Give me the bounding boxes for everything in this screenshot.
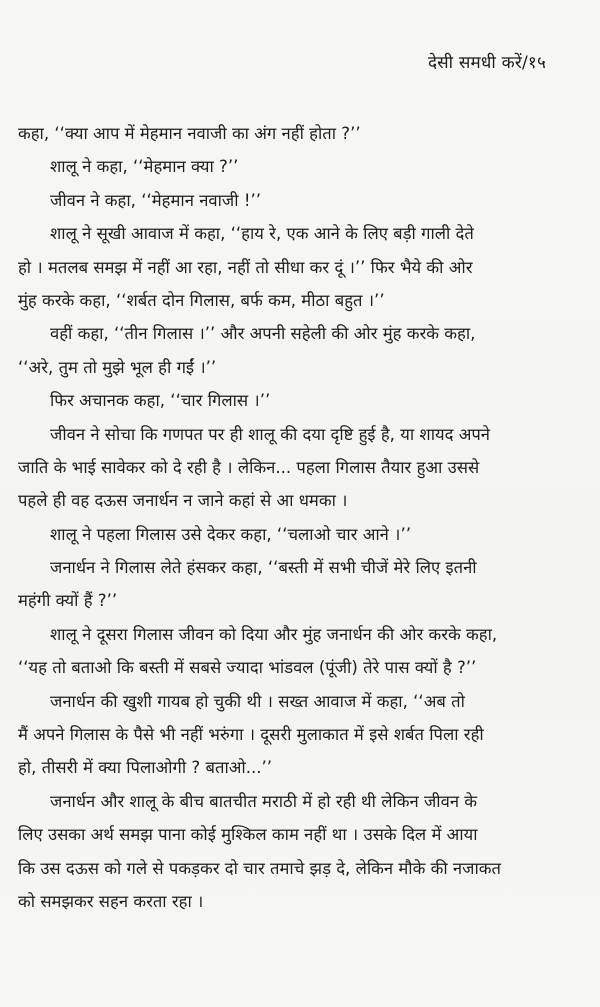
text-line: फिर अचानक कहा, ‘‘चार गिलास ।’’ <box>50 391 271 411</box>
text-line: शालू ने सूखी आवाज में कहा, ‘‘हाय रे, एक आने के लिए बड़ी गाली देते <box>50 224 474 244</box>
text-line: हो । मतलब समझ में नहीं आ रहा, नहीं तो सीधा कर दूं ।’’ फिर भैये की ओर <box>18 257 473 277</box>
text-line: पहले ही वह दऊस जनार्धन न जाने कहां से आ धमका । <box>18 491 348 511</box>
text-line: शालू ने कहा, ‘‘मेहमान क्या ?’’ <box>50 157 239 177</box>
text-line: हो, तीसरी में क्या पिलाओगी ? बताओ...’’ <box>18 758 273 778</box>
text-line: लिए उसका अर्थ समझ पाना कोई मुश्किल काम नहीं था । उसके दिल में आया <box>18 825 478 845</box>
running-header: देसी समधी करें/१५ <box>427 53 546 73</box>
text-line: जनार्धन और शालू के बीच बातचीत मराठी में हो रही थी लेकिन जीवन के <box>50 791 478 811</box>
text-line: ‘‘अरे, तुम तो मुझे भूल ही गईं ।’’ <box>18 357 217 377</box>
text-line: वहीं कहा, ‘‘तीन गिलास ।’’ और अपनी सहेली की ओर मुंह करके कहा, <box>50 324 476 344</box>
text-line: मैं अपने गिलास के पैसे भी नहीं भरुंगा । दूसरी मुलाकात में इसे शर्बत पिला रही <box>18 725 484 745</box>
text-line: महंगी क्यों हैं ?’’ <box>18 591 118 611</box>
text-line: शालू ने पहला गिलास उसे देकर कहा, ‘‘चलाओ चार आने ।’’ <box>50 524 411 544</box>
text-line: ‘‘यह तो बताओ कि बस्ती में सबसे ज्यादा भांडवल (पूंजी) तेरे पास क्यों है ?’’ <box>18 658 477 678</box>
text-line: जीवन ने सोचा कि गणपत पर ही शालू की दया दृष्टि हुई है, या शायद अपने <box>50 424 491 444</box>
text-line: मुंह करके कहा, ‘‘शर्बत दोन गिलास, बर्फ कम, मीठा बहुत ।’’ <box>18 290 385 310</box>
text-line: जीवन ने कहा, ‘‘मेहमान नवाजी !’’ <box>50 190 262 210</box>
text-line: को समझकर सहन करता रहा । <box>18 891 204 911</box>
text-line: शालू ने दूसरा गिलास जीवन को दिया और मुंह जनार्धन की ओर करके कहा, <box>50 624 498 644</box>
text-line: कि उस दऊस को गले से पकड़कर दो चार तमाचे झड़ दे, लेकिन मौके की नजाकत <box>18 858 501 878</box>
text-line: जनार्धन ने गिलास लेते हंसकर कहा, ‘‘बस्ती में सभी चीजें मेरे लिए इतनी <box>50 558 477 578</box>
text-line: जाति के भाई सावेकर को दे रही है । लेकिन... पहला गिलास तैयार हुआ उससे <box>18 457 480 477</box>
body-text <box>18 117 578 918</box>
text-line: जनार्धन की खुशी गायब हो चुकी थी । सख्त आवाज में कहा, ‘‘अब तो <box>50 691 465 711</box>
text-line: कहा, ‘‘क्या आप में मेहमान नवाजी का अंग नहीं होता ?’’ <box>18 124 361 143</box>
